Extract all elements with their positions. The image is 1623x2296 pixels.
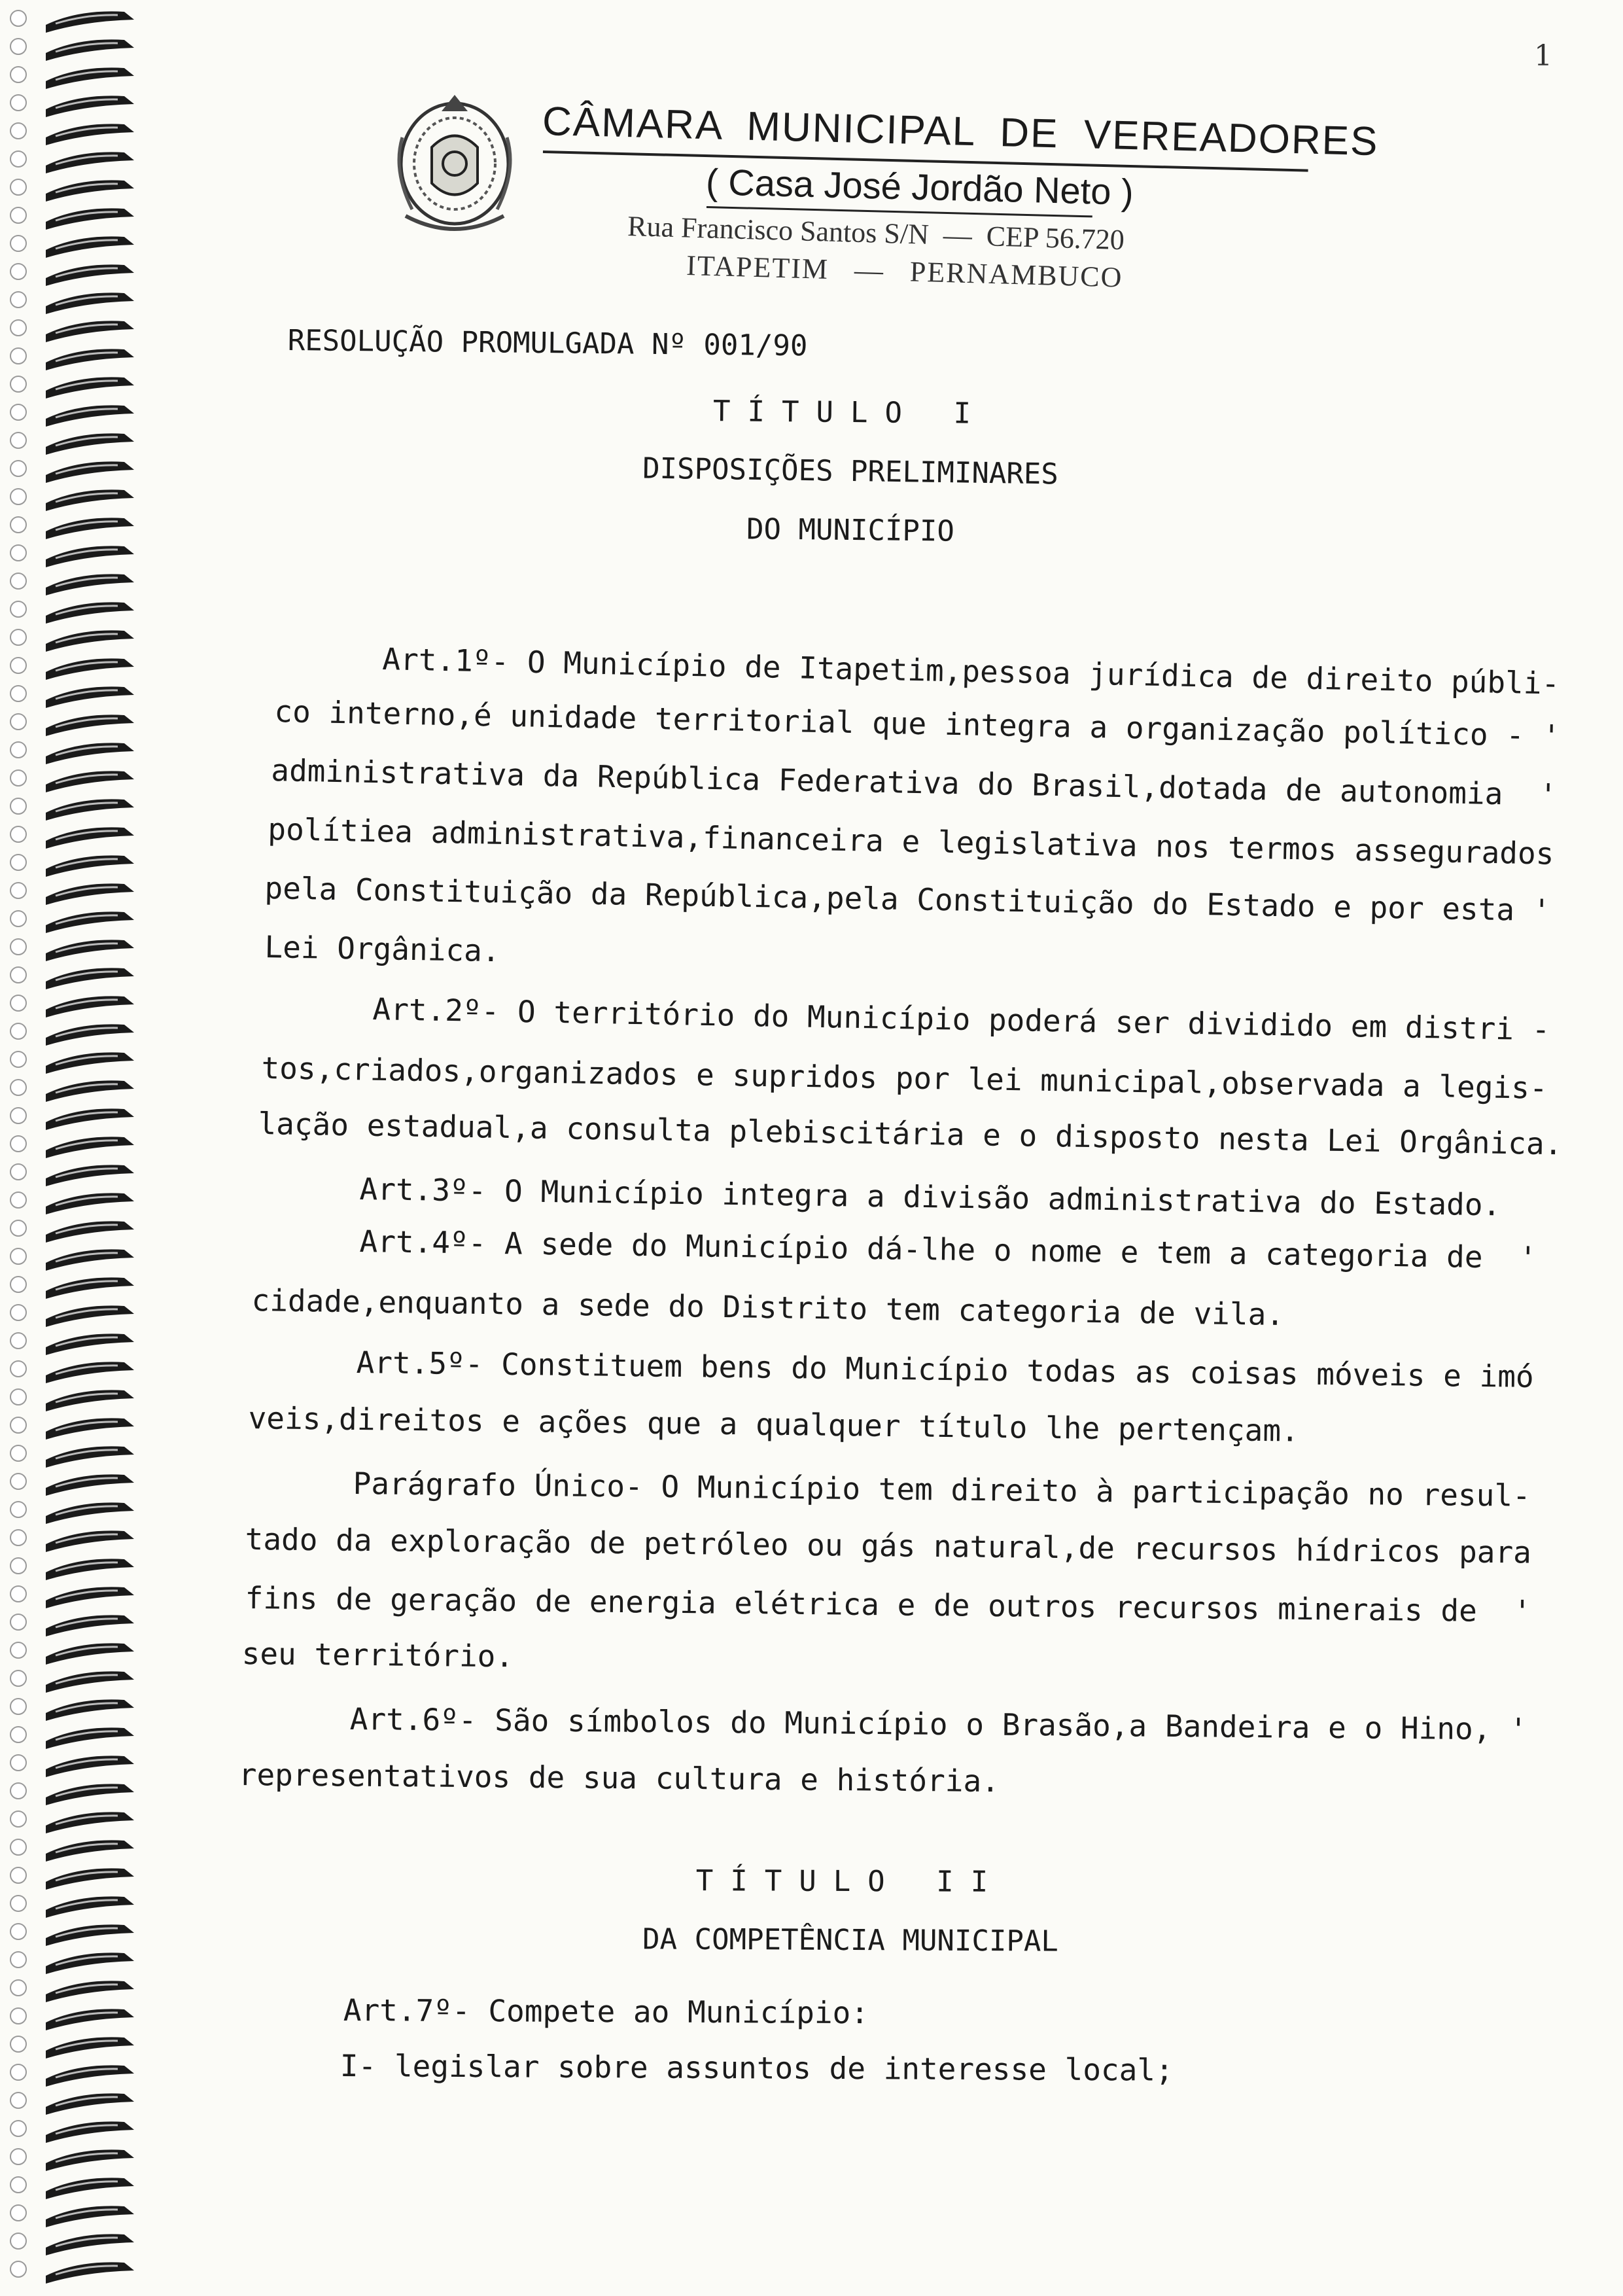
text-line: lação estadual,a consulta plebiscitária e o disposto nesta Lei Orgânica. bbox=[258, 1106, 1563, 1162]
title-one-heading: TÍTULO I bbox=[712, 395, 988, 431]
text-line: veis,direitos e ações que a qualquer título lhe pertençam. bbox=[248, 1400, 1300, 1449]
text-line: I- legislar sobre assuntos de interesse local; bbox=[340, 2048, 1174, 2088]
text-line: representativos de sua cultura e história. bbox=[238, 1757, 1000, 1799]
text-line: Art.3º- O Município integra a divisão administrativa do Estado. bbox=[359, 1171, 1501, 1223]
preliminary-provisions-heading: DISPOSIÇÕES PRELIMINARES bbox=[642, 451, 1059, 491]
city-state-line: ITAPETIM — PERNAMBUCO bbox=[686, 249, 1124, 294]
chamber-title: CÂMARA MUNICIPAL DE VEREADORES bbox=[542, 98, 1380, 165]
resolution-heading: RESOLUÇÃO PROMULGADA Nº 001/90 bbox=[287, 324, 808, 363]
municipal-competence-heading: DA COMPETÊNCIA MUNICIPAL bbox=[642, 1922, 1059, 1958]
text-line: co interno,é unidade territorial que integra a organização político - ' bbox=[273, 694, 1561, 754]
text-line: Parágrafo Único- O Município tem direito à participação no resul- bbox=[353, 1466, 1531, 1513]
text-line: seu território. bbox=[241, 1636, 514, 1674]
title-two-heading: TÍTULO II bbox=[695, 1864, 1005, 1899]
address-line: Rua Francisco Santos S/N — CEP 56.720 bbox=[627, 209, 1125, 256]
page-number: 1 bbox=[1534, 39, 1552, 73]
text-line: tos,criados,organizados e supridos por lei municipal,observada a legis- bbox=[261, 1050, 1548, 1106]
spiral-binding bbox=[0, 0, 177, 2296]
text-line: Art.6º- São símbolos do Município o Brasão,a Bandeira e o Hino, ' bbox=[349, 1701, 1528, 1747]
text-line: Lei Orgânica. bbox=[264, 929, 500, 969]
text-line: administrativa da República Federativa do Brasil,dotada de autonomia ' bbox=[270, 752, 1558, 813]
text-line: Art.7º- Compete ao Município: bbox=[343, 1992, 869, 2031]
text-line: Art.4º- A sede do Município dá-lhe o nome e tem a categoria de ' bbox=[359, 1224, 1537, 1276]
coat-of-arms-seal-icon bbox=[386, 85, 523, 236]
letterhead bbox=[386, 85, 1380, 321]
text-line: pela Constituição da República,pela Constituição do Estado e por esta ' bbox=[264, 870, 1552, 928]
text-line: Art.2º- O território do Município poderá ser dividido em distri - bbox=[372, 991, 1550, 1048]
text-line: fins de geração de energia elétrica e de outros recursos minerais de ' bbox=[245, 1580, 1532, 1629]
text-line: polítiea administrativa,financeira e legislativa nos termos assegurados bbox=[267, 811, 1554, 872]
text-line: cidade,enquanto a sede do Distrito tem categoria de vila. bbox=[251, 1282, 1285, 1333]
house-name: ( Casa José Jordão Neto ) bbox=[705, 160, 1134, 213]
municipality-heading: DO MUNICÍPIO bbox=[746, 512, 955, 548]
text-line: tado da exploração de petróleo ou gás natural,de recursos hídricos para bbox=[245, 1521, 1532, 1570]
text-line: Art.1º- O Município de Itapetim,pessoa jurídica de direito públi- bbox=[381, 641, 1560, 701]
text-line: Art.5º- Constituem bens do Município todas as coisas móveis e imó bbox=[356, 1345, 1535, 1394]
